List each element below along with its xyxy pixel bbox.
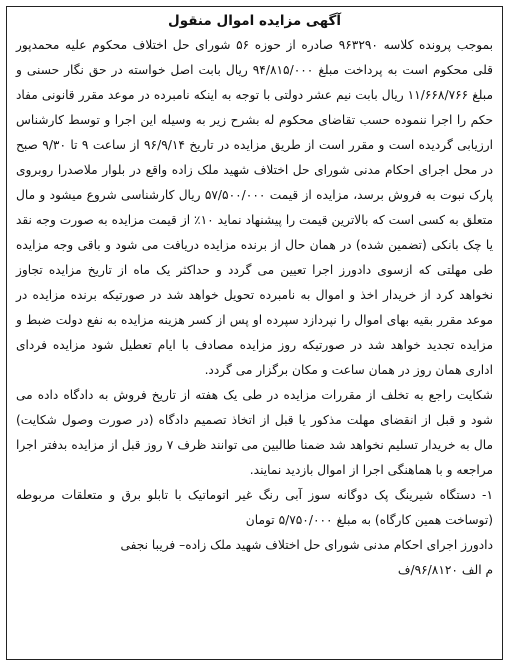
- notice-reference-number: م الف ۹۶/۸۱۲۰/ف: [397, 563, 493, 577]
- notice-paragraph-complaint: شکایت راجع به تخلف از مقررات مزایده در طی یک هفته از تاریخ فروش به دادگاه داده می شود و قبل از انقضای مهلت مذکور یا قبل از اتخاذ تصمیم دادگاه (در صورت وصول شکایت) مال به خریدار تسلیم نخواهد شد ضمنا طالبین می توانند ظرف ۷ روز قبل از مزایده بدفتر اجرا مراجعه و با هماهنگی اجرا از اموال بازدید نمایند.: [16, 388, 493, 477]
- notice-signature: دادورز اجرای احکام مدنی شورای حل اختلاف شهید ملک زاده– فریبا نجفی: [120, 538, 493, 552]
- notice-paragraph-main: بموجب پرونده کلاسه ۹۶۳۲۹۰ صادره از حوزه ۵۶ شورای حل اختلاف محکوم علیه محمدپور قلی محکوم است به پرداخت مبلغ ۹۴/۸۱۵/۰۰۰ ریال بابت اصل خواسته در حق نگار حسنی و مبلغ ۱۱/۶۶۸/۷۶۶ ریال بابت نیم عشر دولتی با توجه به اینکه نامبرده در موعد مقرر قانونی مفاد حکم را اجرا ننموده حسب تقاضای محکوم له بشرح زیر به وسیله این اجرا و توسط کارشناس ارزیابی گردیده است و مقرر است از طریق مزایده در تاریخ ۹۶/۹/۱۴ از ساعت ۹ تا ۹/۳۰ صبح در محل اجرای احکام مدنی شورای حل اختلاف شهید ملک زاده واقع در بلوار ملاصدرا روبروی پارک نبوت به فروش برسد، مزایده از قیمت ۵۷/۵۰۰/۰۰۰ ریال کارشناسی شروع میشود و مال متعلق به کسی است که بالاترین قیمت را پیشنهاد نماید ۱۰٪ از قیمت مزایده به صورت وجه نقد یا چک بانکی (تضمین شده) در همان حال از برنده مزایده دریافت می شود و باقی وجه مزایده طی مهلتی که ازسوی دادورز اجرا تعیین می گردد و حداکثر یک ماه از تاریخ مزایده تجاوز نخواهد کرد از خریدار اخذ و اموال به نامبرده تحویل خواهد شد در صورتیکه برنده مزایده در موعد مقرر بقیه بهای اموال را نپردازد سپرده او پس از کسر هزینه مزایده به نفع دولت ضبط و مزایده تجدید خواهد شد در صورتیکه روز مزایده مصادف با ایام تعطیل شود مزایده فردای اداری همان روز در همان ساعت و مکان برگزار می گردد.: [16, 38, 494, 377]
- auction-item-1: ۱- دستگاه شیرینگ پک دوگانه سوز آبی رنگ غیر اتوماتیک با تابلو برق و متعلقات مربوطه (توساخت همین کارگاه) به مبلغ ۵/۷۵۰/۰۰۰ تومان: [16, 488, 493, 527]
- auction-notice: [6, 6, 503, 660]
- notice-title: آگهی مزایده اموال منقول: [168, 13, 341, 29]
